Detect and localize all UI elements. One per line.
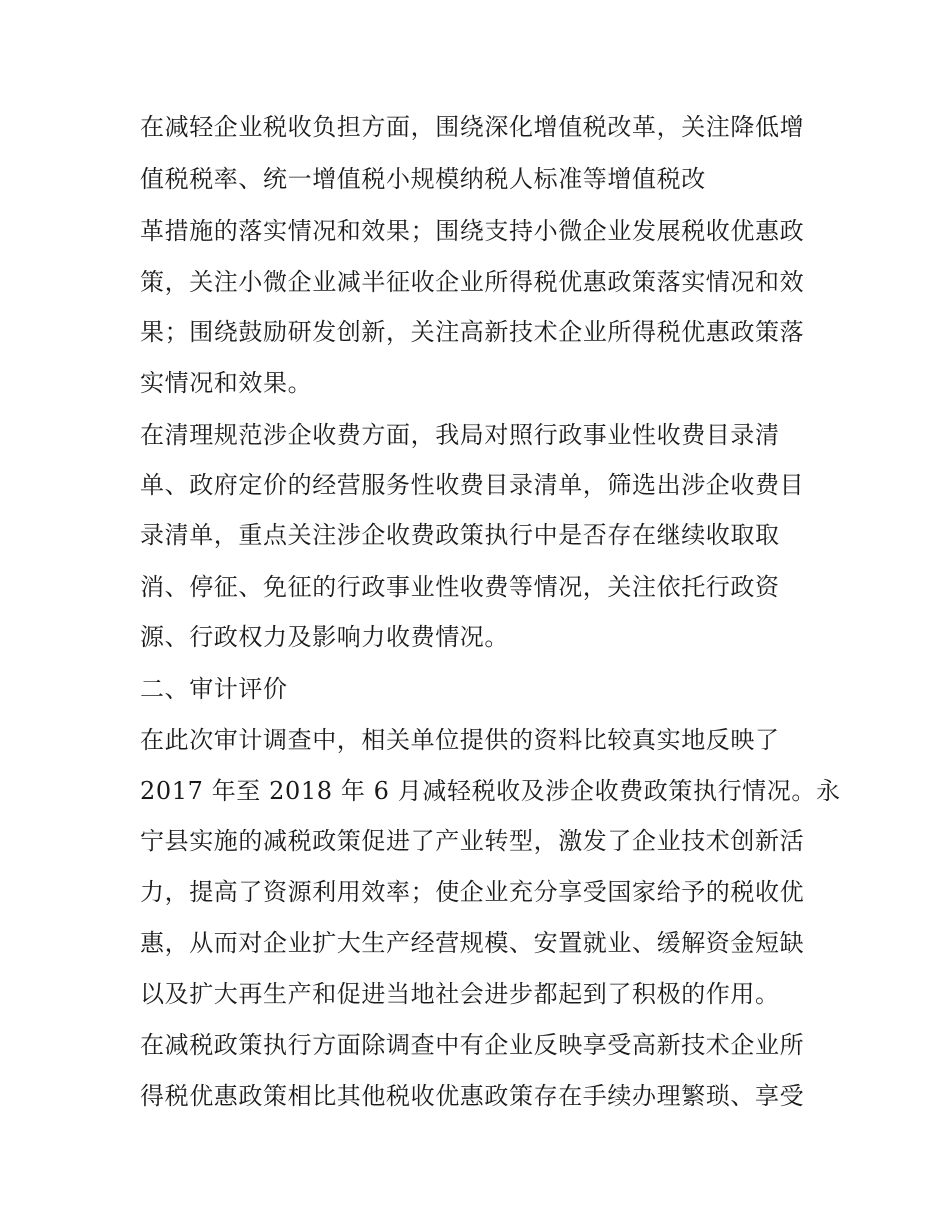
- text-line: 力，提高了资源利用效率；使企业充分享受国家给予的税收优: [140, 878, 805, 906]
- text-line: 在减轻企业税收负担方面，围绕深化增值税改革，关注降低增: [140, 113, 805, 141]
- text-line: 在清理规范涉企收费方面，我局对照行政事业性收费目录清: [140, 421, 780, 449]
- text-line: 值税税率、统一增值税小规模纳税人标准等增值税改: [140, 165, 706, 193]
- text-line: 以及扩大再生产和促进当地社会进步都起到了积极的作用。: [140, 980, 780, 1008]
- text-line: 源、行政权力及影响力收费情况。: [140, 623, 509, 651]
- text-line: 录清单，重点关注涉企收费政策执行中是否存在继续收取取: [140, 521, 780, 549]
- text-line: 得税优惠政策相比其他税收优惠政策存在手续办理繁琐、享受: [140, 1082, 805, 1110]
- text-line: 宁县实施的减税政策促进了产业转型，激发了企业技术创新活: [140, 827, 805, 855]
- text-line: 单、政府定价的经营服务性收费目录清单，筛选出涉企收费目: [140, 471, 805, 499]
- text-line: 果；围绕鼓励研发创新，关注高新技术企业所得税优惠政策落: [140, 318, 805, 346]
- text-line: 实情况和效果。: [140, 369, 313, 397]
- text-line: 2017 年至 2018 年 6 月减轻税收及涉企收费政策执行情况。永: [140, 777, 841, 805]
- text-line: 消、停征、免征的行政事业性收费等情况，关注依托行政资: [140, 573, 780, 601]
- text-line: 策，关注小微企业减半征收企业所得税优惠政策落实情况和效: [140, 268, 805, 296]
- text-line: 在此次审计调查中，相关单位提供的资料比较真实地反映了: [140, 726, 780, 754]
- text-line: 惠，从而对企业扩大生产经营规模、安置就业、缓解资金短缺: [140, 929, 805, 957]
- section-heading: 二、审计评价: [140, 675, 288, 703]
- text-line: 在减税政策执行方面除调查中有企业反映享受高新技术企业所: [140, 1031, 805, 1059]
- text-line: 革措施的落实情况和效果；围绕支持小微企业发展税收优惠政: [140, 217, 805, 245]
